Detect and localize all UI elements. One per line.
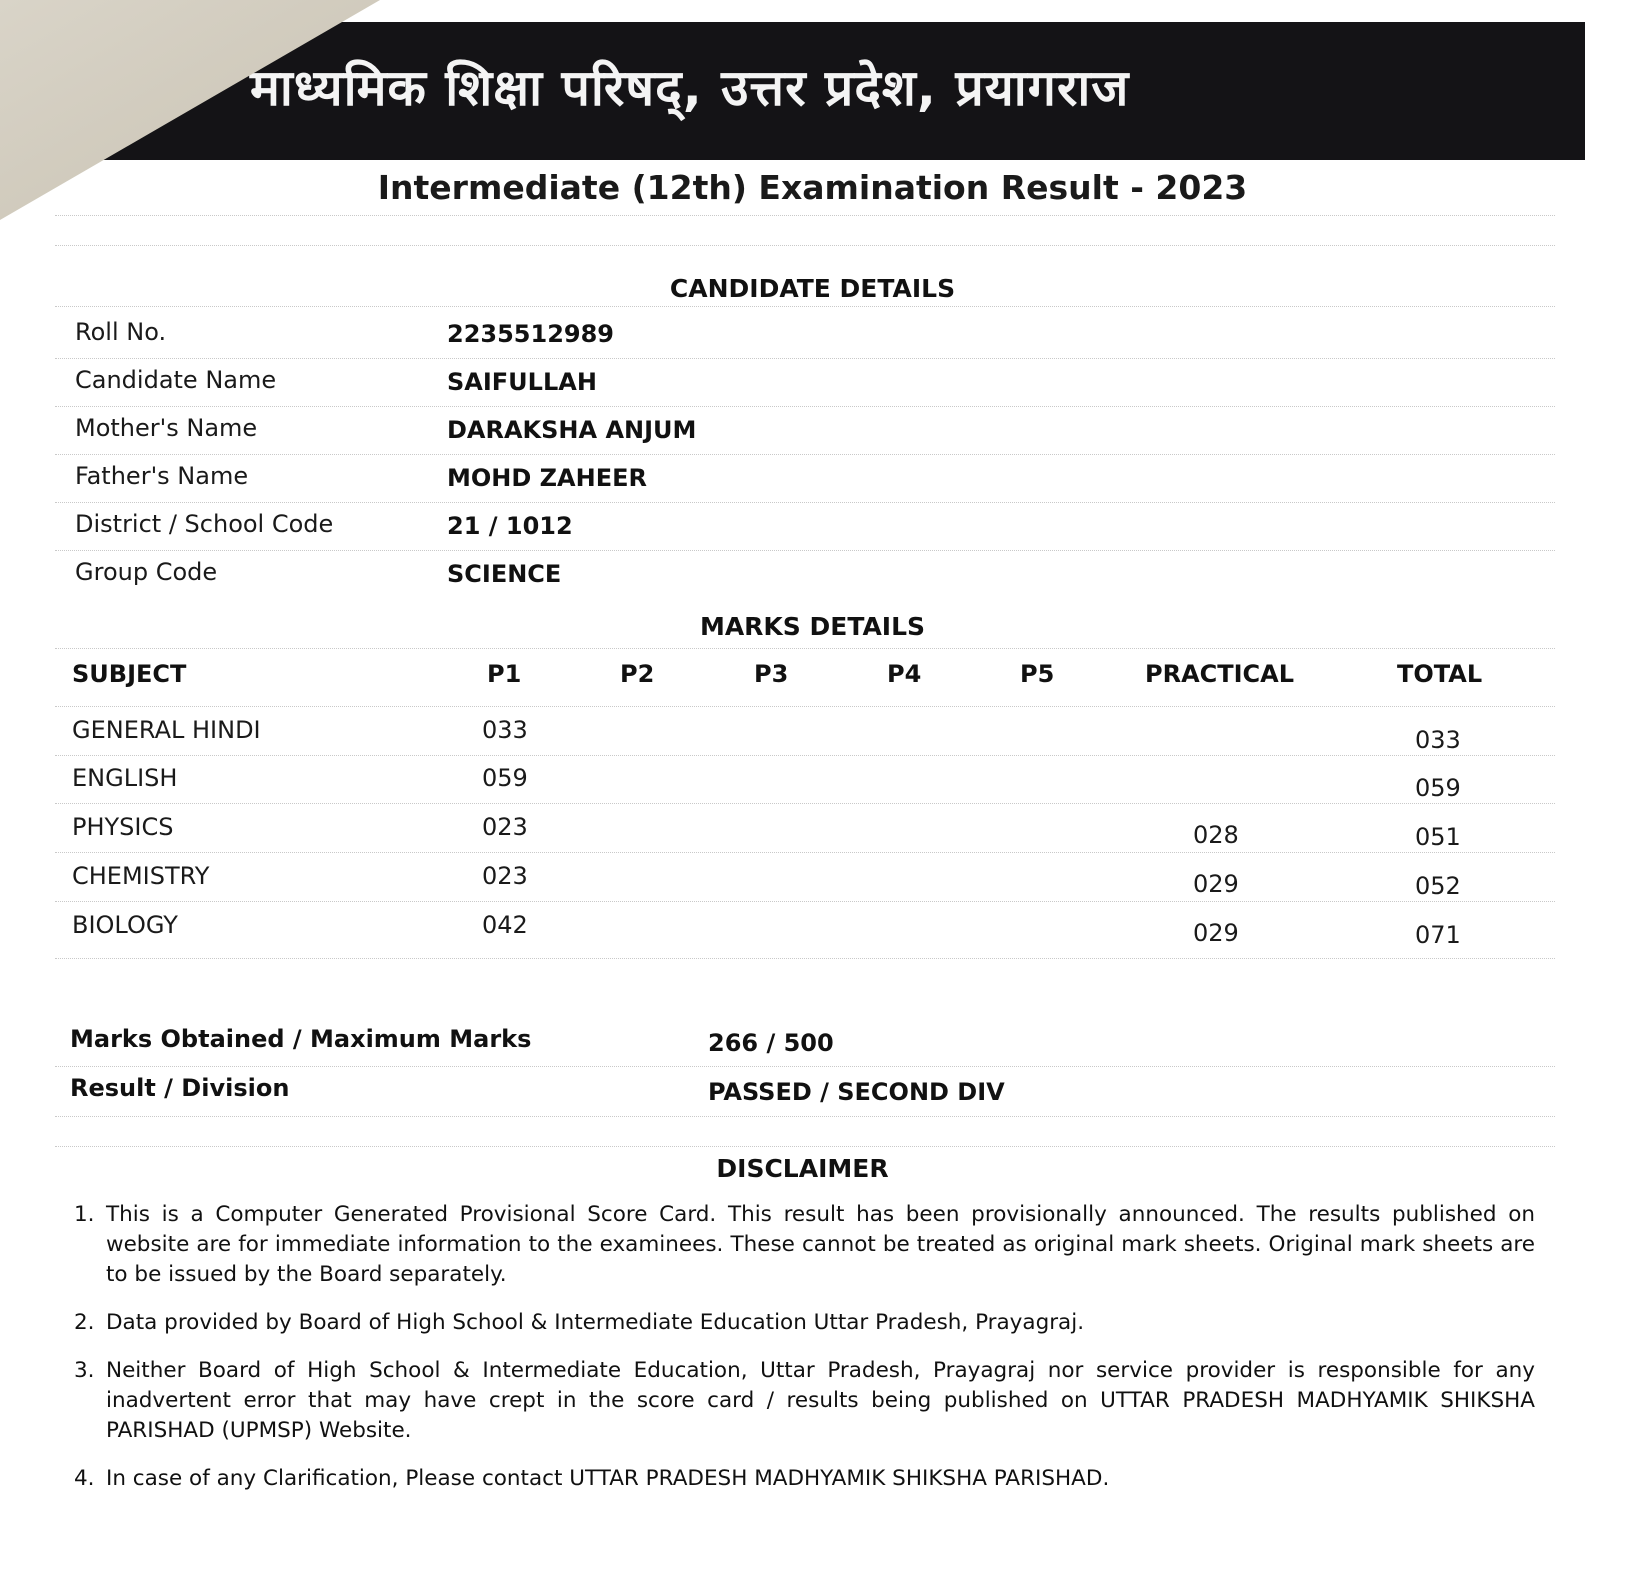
- field-value: SAIFULLAH: [447, 368, 597, 396]
- column-header-p4: P4: [887, 660, 922, 688]
- field-label: Group Code: [75, 558, 218, 586]
- divider: [55, 502, 1555, 503]
- disclaimer-number: 4.: [74, 1466, 95, 1491]
- table-row: [0, 764, 1625, 812]
- field-value: DARAKSHA ANJUM: [447, 416, 697, 444]
- disclaimer-text: In case of any Clarification, Please contact UTTAR PRADESH MADHYAMIK SHIKSHA PARISHAD.: [106, 1466, 1110, 1491]
- total-cell: 033: [1415, 726, 1461, 754]
- field-value: 2235512989: [447, 320, 614, 348]
- divider: [55, 215, 1555, 216]
- divider: [55, 1066, 1555, 1067]
- p1-cell: 042: [482, 911, 528, 939]
- marks-summary-row: [70, 1025, 1530, 1069]
- column-header-p2: P2: [620, 660, 655, 688]
- result-title: Intermediate (12th) Examination Result - 2023: [377, 168, 1248, 207]
- p1-cell: 059: [482, 764, 528, 792]
- field-label: Candidate Name: [75, 366, 277, 394]
- divider: [55, 901, 1555, 902]
- table-row: [0, 862, 1625, 910]
- divider: [55, 358, 1555, 359]
- disclaimer-number: 3.: [74, 1358, 95, 1383]
- table-row: [0, 911, 1625, 959]
- field-label: Mother's Name: [75, 414, 258, 442]
- field-label: Father's Name: [75, 462, 249, 490]
- marks-obtained-label: Marks Obtained / Maximum Marks: [70, 1025, 532, 1053]
- header-banner: [100, 22, 1585, 160]
- disclaimer-text: This is a Computer Generated Provisional Score Card. This result has been provisionally announced. The results published on website are for immediate information to the examinees. These cannot be treated as original mark sheets. Original mark sheets are to be issued by the Board separately.: [106, 1202, 1535, 1287]
- table-row: [0, 813, 1625, 861]
- field-value: 21 / 1012: [447, 512, 573, 540]
- divider: [55, 803, 1555, 804]
- divider: [55, 755, 1555, 756]
- disclaimer-item: [70, 1356, 1535, 1446]
- total-cell: 071: [1415, 921, 1461, 949]
- disclaimer-text: Data provided by Board of High School & Intermediate Education Uttar Pradesh, Prayagraj.: [106, 1310, 1085, 1335]
- subject-cell: BIOLOGY: [72, 911, 178, 939]
- disclaimer-number: 2.: [74, 1310, 95, 1335]
- divider: [55, 1116, 1555, 1117]
- divider: [55, 1146, 1555, 1147]
- divider: [55, 406, 1555, 407]
- divider: [55, 245, 1555, 246]
- disclaimer-item: [70, 1200, 1535, 1290]
- practical-cell: 028: [1193, 821, 1239, 849]
- divider: [55, 454, 1555, 455]
- candidate-details-heading: CANDIDATE DETAILS: [669, 274, 956, 303]
- candidate-field-group-code: [75, 558, 1535, 604]
- divider: [55, 648, 1555, 649]
- column-header-practical: PRACTICAL: [1145, 660, 1295, 688]
- column-header-subject: SUBJECT: [72, 660, 187, 688]
- column-header-total: TOTAL: [1397, 660, 1483, 688]
- field-value: MOHD ZAHEER: [447, 464, 647, 492]
- subject-cell: ENGLISH: [72, 764, 178, 792]
- p1-cell: 023: [482, 813, 528, 841]
- total-cell: 059: [1415, 774, 1461, 802]
- p1-cell: 023: [482, 862, 528, 890]
- field-value: SCIENCE: [447, 560, 562, 588]
- table-row: [0, 716, 1625, 764]
- disclaimer-item: [70, 1308, 1535, 1338]
- practical-cell: 029: [1193, 919, 1239, 947]
- subject-cell: GENERAL HINDI: [72, 716, 261, 744]
- marks-table-header: [0, 660, 1625, 700]
- field-label: Roll No.: [75, 318, 167, 346]
- practical-cell: 029: [1193, 870, 1239, 898]
- result-division-row: [70, 1074, 1530, 1118]
- marks-details-heading: MARKS DETAILS: [699, 612, 926, 641]
- divider: [55, 706, 1555, 707]
- disclaimer-text: Neither Board of High School & Intermediate Education, Uttar Pradesh, Prayagraj nor service provider is responsible for any inadvertent error that may have crept in the score card / results being published on UTTAR PRADESH MADHYAMIK SHIKSHA PARISHAD (UPMSP) Website.: [106, 1358, 1535, 1443]
- subject-cell: PHYSICS: [72, 813, 174, 841]
- column-header-p1: P1: [487, 660, 522, 688]
- total-cell: 051: [1415, 823, 1461, 851]
- divider: [55, 958, 1555, 959]
- column-header-p3: P3: [754, 660, 789, 688]
- divider: [55, 550, 1555, 551]
- result-division-value: PASSED / SECOND DIV: [708, 1078, 1005, 1106]
- disclaimer-item: [70, 1464, 1535, 1494]
- disclaimer-list: [70, 1200, 1535, 1512]
- field-label: District / School Code: [75, 510, 334, 538]
- result-division-label: Result / Division: [70, 1074, 290, 1102]
- divider: [55, 306, 1555, 307]
- disclaimer-heading: DISCLAIMER: [716, 1154, 889, 1183]
- board-name-hindi: माध्यमिक शिक्षा परिषद्, उत्तर प्रदेश, प्रयागराज: [250, 59, 1130, 117]
- marks-obtained-value: 266 / 500: [708, 1029, 834, 1057]
- divider: [55, 852, 1555, 853]
- column-header-p5: P5: [1020, 660, 1055, 688]
- p1-cell: 033: [482, 716, 528, 744]
- disclaimer-number: 1.: [74, 1202, 95, 1227]
- subject-cell: CHEMISTRY: [72, 862, 210, 890]
- total-cell: 052: [1415, 872, 1461, 900]
